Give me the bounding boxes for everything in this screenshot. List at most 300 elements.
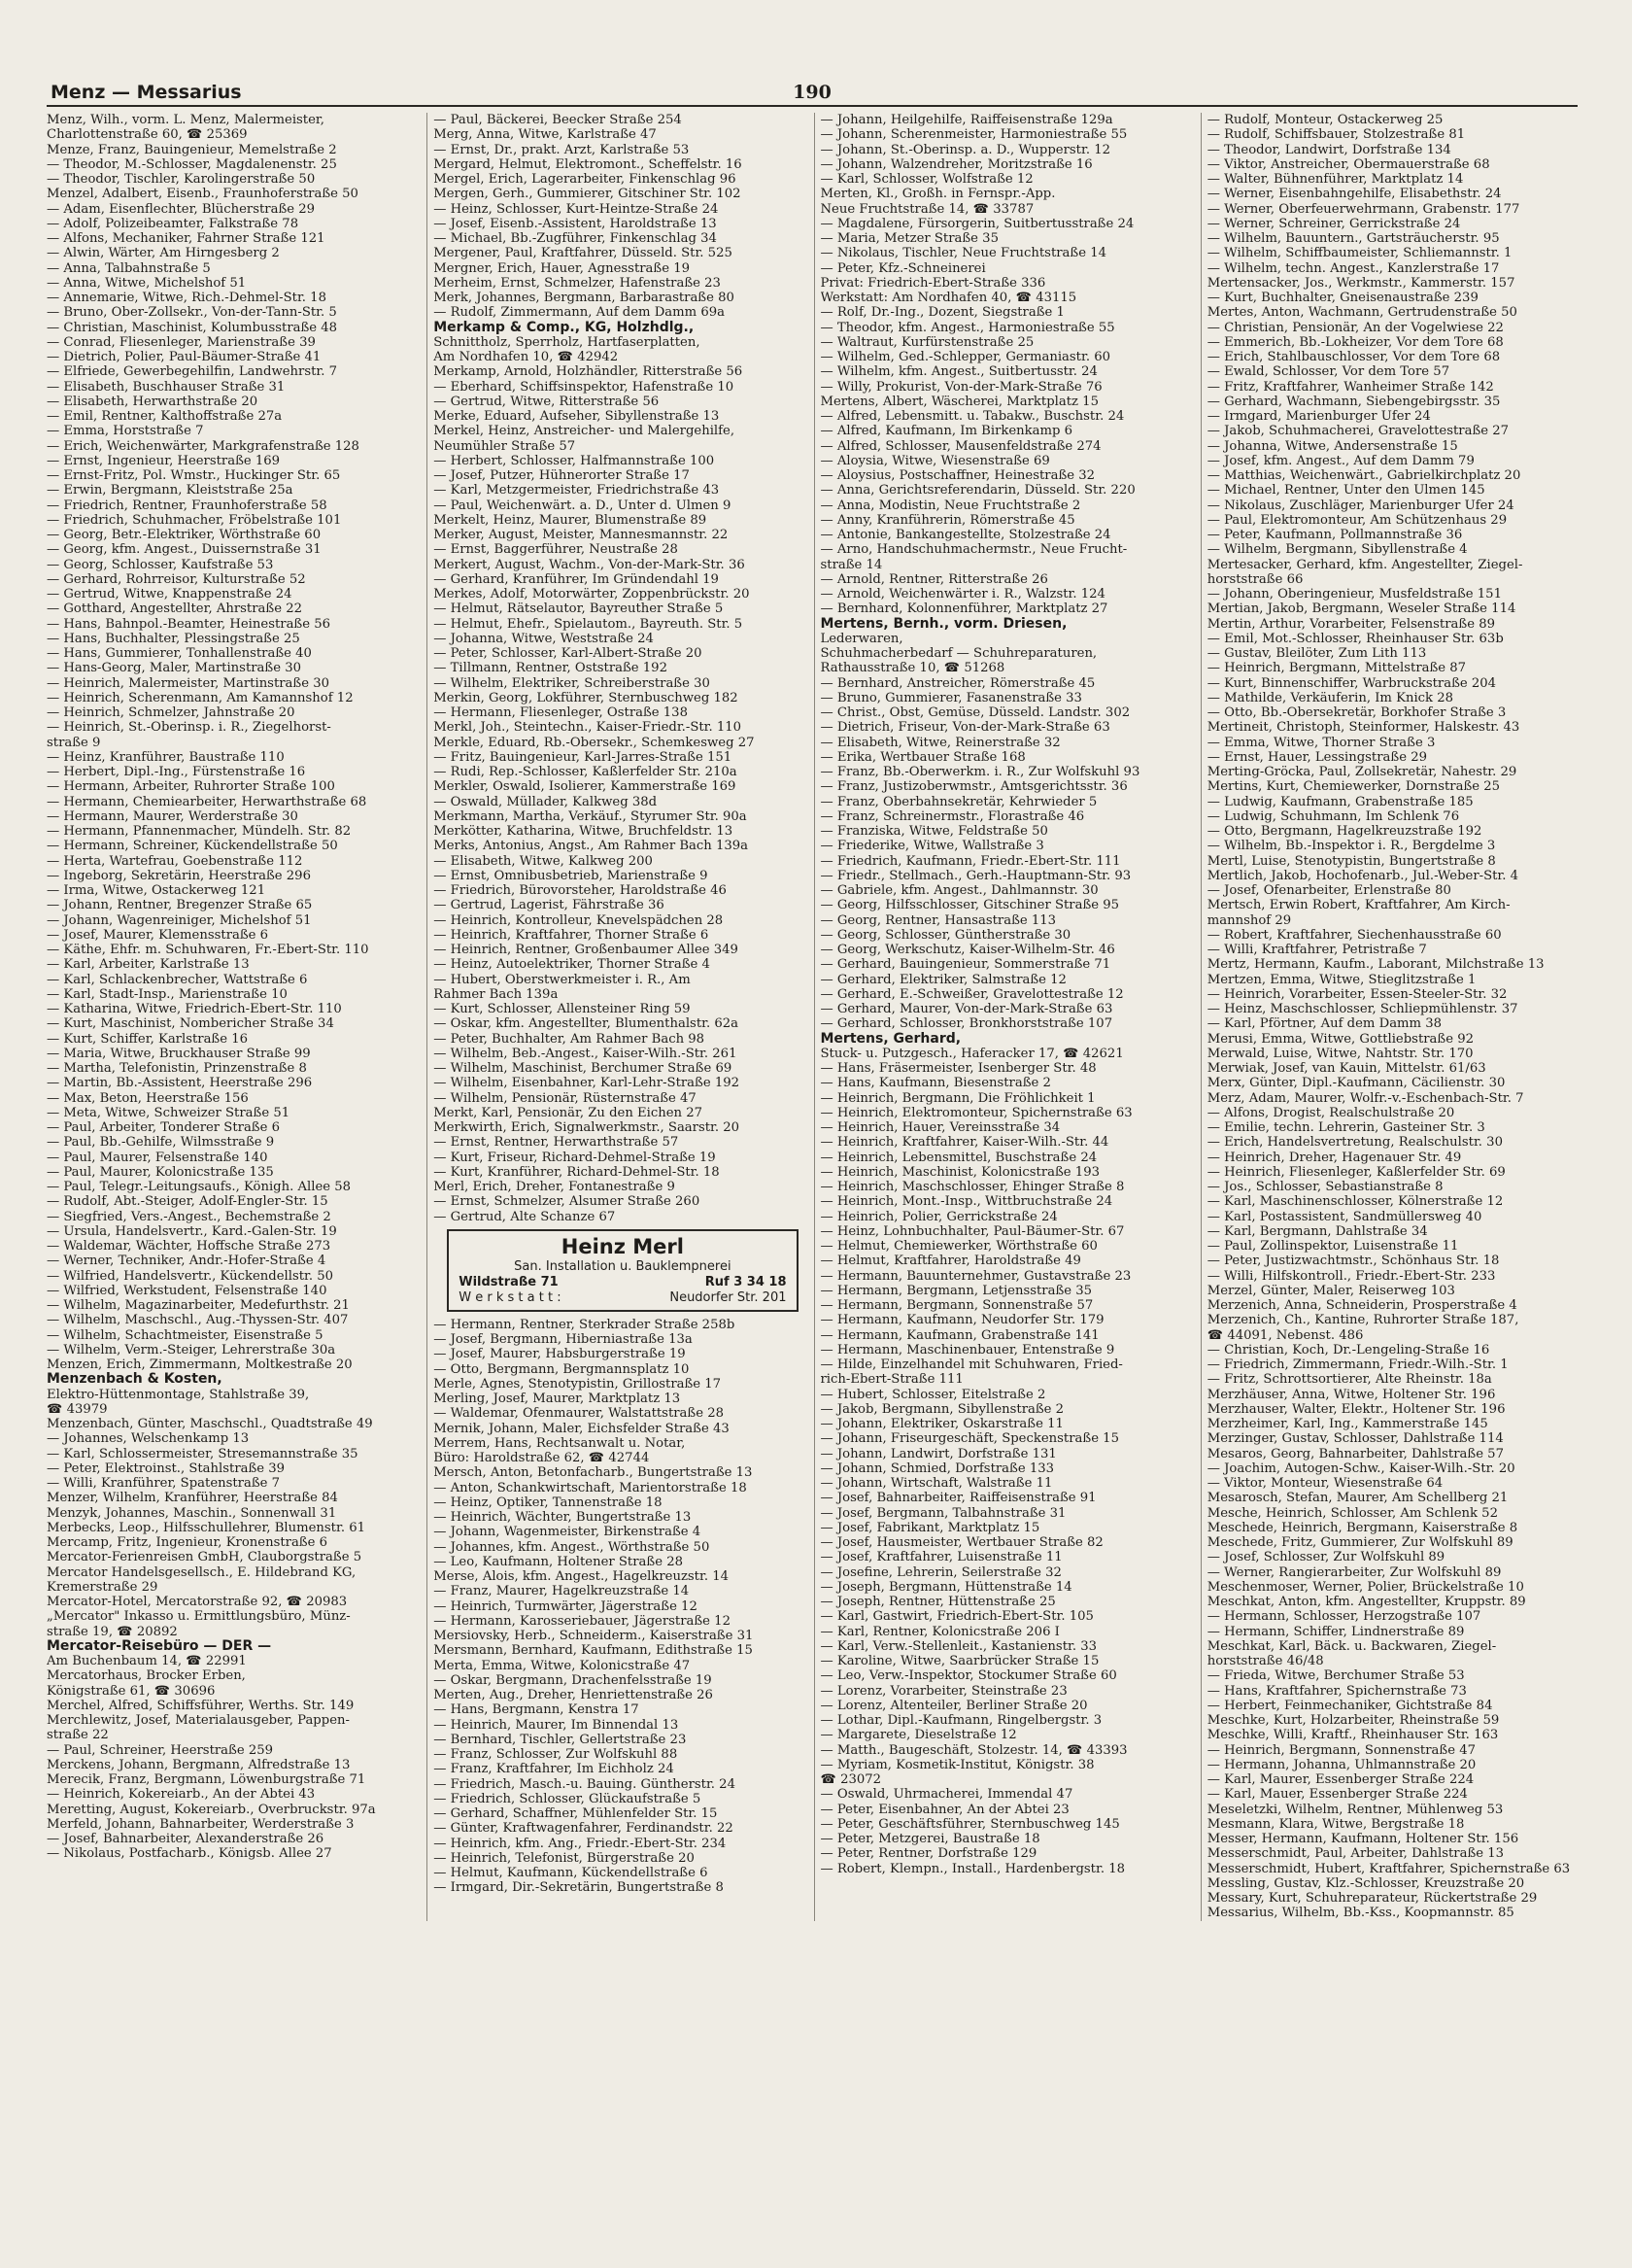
directory-entry: — Johann, Heilgehilfe, Raiffeisenstraße 129a [820, 113, 1113, 127]
directory-entry: Menzenbach & Kosten, [47, 1372, 222, 1388]
directory-entry: — Franz, Kraftfahrer, Im Eichholz 24 [433, 1762, 674, 1777]
directory-entry: Königstraße 61, ☎ 30696 [47, 1683, 216, 1699]
directory-entry: — Anna, Modistin, Neue Fruchtstraße 2 [820, 498, 1081, 513]
directory-entry: — Heinz, Lohnbuchhalter, Paul-Bäumer-Str. 67 [820, 1223, 1125, 1239]
directory-entry: — Heinrich, Dreher, Hagenauer Str. 49 [1207, 1150, 1462, 1165]
directory-entry: — Hermann, Karosseriebauer, Jägerstraße 12 [433, 1613, 731, 1629]
directory-entry: — Heinrich, Scherenmann, Am Kamannshof 12 [47, 690, 354, 705]
directory-entry: — Peter, Kaufmann, Pollmannstraße 36 [1207, 528, 1463, 542]
directory-entry: Werkstatt: Am Nordhafen 40, ☎ 43115 [820, 291, 1077, 305]
directory-entry: — Hermann, Schlosser, Herzogstraße 107 [1207, 1609, 1481, 1625]
directory-entry: — Erika, Wertbauer Straße 168 [820, 749, 1026, 765]
directory-entry: — Herbert, Dipl.-Ing., Fürstenstraße 16 [47, 765, 306, 779]
directory-entry: — Kurt, Kranführer, Richard-Dehmel-Str. 18 [433, 1164, 720, 1180]
directory-entry: — Eberhard, Schiffsinspektor, Hafenstraße 10 [433, 379, 734, 395]
directory-entry: — Karl, Schlackenbrecher, Wattstraße 6 [47, 972, 308, 987]
directory-entry: Messerschmidt, Paul, Arbeiter, Dahlstraße 13 [1207, 1846, 1505, 1862]
directory-entry: — Theodor, Tischler, Karolingerstraße 50 [47, 172, 316, 187]
directory-entry: — Heinrich, Fliesenleger, Kaßlerfelder Str. 69 [1207, 1164, 1506, 1180]
directory-entry: — Peter, Kfz.-Schneinerei [820, 260, 986, 276]
directory-entry: Mertens, Gerhard, [820, 1031, 962, 1047]
directory-entry: — Alfons, Drogist, Realschulstraße 20 [1207, 1105, 1455, 1120]
directory-entry: — Emil, Mot.-Schlosser, Rheinhauser Str. 63b [1207, 631, 1504, 646]
directory-entry: Mesmann, Klara, Witwe, Bergstraße 18 [1207, 1816, 1465, 1832]
directory-entry: — Josef, kfm. Angest., Auf dem Damm 79 [1207, 453, 1475, 468]
directory-entry: — Robert, Kraftfahrer, Siechenhausstraße 60 [1207, 927, 1502, 943]
directory-entry: — Jakob, Bergmann, Sibyllenstraße 2 [820, 1401, 1065, 1417]
directory-entry: — Heinrich, Kraftfahrer, Thorner Straße 6 [433, 927, 709, 943]
directory-entry: — Hubert, Oberstwerkmeister i. R., Am [433, 972, 691, 987]
directory-entry: Merkötter, Katharina, Witwe, Bruchfeldstr. 13 [433, 824, 733, 839]
directory-entry: — Gerhard, E.-Schweißer, Gravelottestraße 12 [820, 986, 1124, 1002]
directory-entry: — Paul, Maurer, Kolonicstraße 135 [47, 1164, 274, 1180]
directory-entry: Mesarosch, Stefan, Maurer, Am Schellberg 21 [1207, 1491, 1509, 1506]
directory-entry: — Wilhelm, Beb.-Angest., Kaiser-Wilh.-Str. 261 [433, 1046, 737, 1061]
directory-entry: — Mathilde, Verkäuferin, Im Knick 28 [1207, 690, 1454, 705]
directory-entry: — Christ., Obst, Gemüse, Düsseld. Landstr. 302 [820, 705, 1131, 720]
directory-entry: — Johann, Landwirt, Dorfstraße 131 [820, 1446, 1057, 1461]
directory-entry: Menzen, Erich, Zimmermann, Moltkestraße 20 [47, 1357, 353, 1372]
directory-entry: straße 14 [820, 557, 883, 572]
directory-entry: — Hilde, Einzelhandel mit Schuhwaren, Fried- [820, 1357, 1123, 1372]
directory-entry: — Arnold, Rentner, Ritterstraße 26 [820, 571, 1048, 587]
directory-entry: — Hermann, Kaufmann, Grabenstraße 141 [820, 1327, 1100, 1343]
directory-entry: — Friederike, Witwe, Wallstraße 3 [820, 839, 1044, 854]
directory-entry: — Ernst, Schmelzer, Alsumer Straße 260 [433, 1194, 700, 1210]
directory-entry: — Käthe, Ehfr. m. Schuhwaren, Fr.-Ebert-Str. 110 [47, 943, 369, 957]
directory-entry: — Bruno, Ober-Zollsekr., Von-der-Tann-Str. 5 [47, 305, 337, 321]
ad-workshop: Neudorfer Str. 201 [669, 1289, 787, 1305]
directory-entry: Meschenmoser, Werner, Polier, Brückelstraße 10 [1207, 1579, 1524, 1595]
directory-entry: — Waltraut, Kurfürstenstraße 25 [820, 334, 1035, 350]
directory-entry: — Peter, Schlosser, Karl-Albert-Straße 20 [433, 646, 702, 661]
directory-entry: — Ursula, Handelsvertr., Kard.-Galen-Str. 19 [47, 1223, 337, 1239]
directory-entry: straße 9 [47, 735, 101, 750]
directory-entry: — Georg, Hilfsschlosser, Gitschiner Straße 95 [820, 898, 1120, 913]
directory-entry: Mersch, Anton, Betonfacharb., Bungertstraße 13 [433, 1465, 753, 1481]
directory-entry: mannshof 29 [1207, 912, 1292, 928]
directory-entry: Merta, Emma, Witwe, Kolonicstraße 47 [433, 1658, 691, 1673]
directory-entry: — Wilhelm, Bergmann, Sibyllenstraße 4 [1207, 542, 1468, 558]
directory-entry: Merkert, August, Wachm., Von-der-Mark-Str. 36 [433, 557, 745, 572]
directory-entry: — Matth., Baugeschäft, Stolzestr. 14, ☎ 43393 [820, 1742, 1128, 1758]
directory-entry: Merkt, Karl, Pensionär, Zu den Eichen 27 [433, 1105, 703, 1120]
directory-entry: — Theodor, kfm. Angest., Harmoniestraße 55 [820, 320, 1115, 335]
directory-entry: Menze, Franz, Bauingenieur, Memelstraße 2 [47, 142, 337, 157]
directory-entry: — Willi, Hilfskontroll., Friedr.-Ebert-Str. 233 [1207, 1268, 1496, 1284]
directory-entry: — Hans, Fräsermeister, Isenberger Str. 48 [820, 1061, 1097, 1076]
directory-entry: — Tillmann, Rentner, Oststraße 192 [433, 661, 667, 676]
directory-entry: — Josef, Eisenb.-Assistent, Haroldstraße 13 [433, 216, 717, 231]
directory-entry: — Irmgard, Dir.-Sekretärin, Bungertstraße 8 [433, 1880, 724, 1896]
directory-entry: — Oskar, kfm. Angestellter, Blumenthalstr. 62a [433, 1016, 738, 1032]
directory-entry: — Anny, Kranführerin, Römerstraße 45 [820, 512, 1075, 528]
directory-entry: — Jakob, Schuhmacherei, Gravelottestraße 27 [1207, 424, 1510, 439]
directory-entry: — Michael, Bb.-Zugführer, Finkenschlag 34 [433, 231, 717, 246]
directory-entry: Menzyk, Johannes, Maschin., Sonnenwall 31 [47, 1505, 337, 1521]
ad-subtitle: San. Installation u. Bauklempnerei [514, 1258, 731, 1274]
directory-entry: — Maria, Metzer Straße 35 [820, 231, 999, 246]
directory-entry: — Heinrich, Wächter, Bungertstraße 13 [433, 1510, 692, 1525]
directory-entry: — Wilhelm, Elektriker, Schreiberstraße 30 [433, 675, 710, 691]
column-1 [47, 113, 417, 1921]
directory-entry: — Gerhard, Elektriker, Salmstraße 12 [820, 972, 1067, 987]
directory-entry: Merg, Anna, Witwe, Karlstraße 47 [433, 127, 657, 143]
directory-entry: — Emilie, techn. Lehrerin, Gasteiner Str. 3 [1207, 1120, 1485, 1135]
directory-entry: — Paul, Maurer, Felsenstraße 140 [47, 1150, 268, 1165]
directory-entry: — Johann, Oberingenieur, Musfeldstraße 151 [1207, 587, 1502, 601]
directory-entry: Mercatorhaus, Brocker Erben, [47, 1668, 246, 1684]
directory-entry: — Hermann, Maschinenbauer, Entenstraße 9 [820, 1342, 1115, 1357]
directory-entry: Merkin, Georg, Lokführer, Sternbuschweg 182 [433, 690, 738, 705]
directory-entry: — Heinz, Autoelektriker, Thorner Straße 4 [433, 957, 710, 973]
directory-entry: — Helmut, Kraftfahrer, Haroldstraße 49 [820, 1254, 1081, 1269]
directory-entry: — Frieda, Witwe, Berchumer Straße 53 [1207, 1668, 1465, 1684]
directory-entry: — Emma, Witwe, Thorner Straße 3 [1207, 735, 1436, 750]
directory-entry: — Hermann, Kaufmann, Neudorfer Str. 179 [820, 1313, 1105, 1328]
directory-entry: — Alfred, Kaufmann, Im Birkenkamp 6 [820, 424, 1073, 439]
directory-entry: Merkmann, Martha, Verkäuf., Styrumer Str. 90a [433, 808, 747, 824]
directory-entry: — Heinz, Maschschlosser, Schliepmühlenstr. 37 [1207, 1002, 1518, 1016]
directory-entry: — Paul, Elektromonteur, Am Schützenhaus 29 [1207, 512, 1508, 528]
directory-entry: — Jos., Schlosser, Sebastianstraße 8 [1207, 1180, 1444, 1194]
directory-entry: — Gertrud, Alte Schanze 67 [433, 1209, 616, 1224]
directory-entry: Merkamp, Arnold, Holzhändler, Ritterstraße 56 [433, 364, 743, 380]
directory-entry: — Elisabeth, Buschhauser Straße 31 [47, 379, 286, 395]
directory-entry: — Wilfried, Handelsvertr., Kückendellstr. 50 [47, 1268, 334, 1284]
directory-entry: — Hermann, Bergmann, Sonnenstraße 57 [820, 1298, 1094, 1313]
directory-entry: — Gabriele, kfm. Angest., Dahlmannstr. 30 [820, 883, 1099, 898]
directory-entry: — Magdalene, Fürsorgerin, Suitbertusstraße 24 [820, 216, 1135, 231]
directory-entry: Merfeld, Johann, Bahnarbeiter, Werderstraße 3 [47, 1816, 355, 1832]
directory-entry: — Waldemar, Wächter, Hoffsche Straße 273 [47, 1239, 331, 1254]
directory-entry: — Theodor, M.-Schlosser, Magdalenenstr. 25 [47, 156, 337, 172]
directory-entry: — Heinrich, Maschschlosser, Ehinger Straße 8 [820, 1180, 1125, 1194]
directory-entry: — Elfriede, Gewerbegehilfin, Landwehrstr. 7 [47, 364, 338, 380]
directory-entry: — Heinrich, Bergmann, Mittelstraße 87 [1207, 661, 1467, 676]
directory-entry: Privat: Friedrich-Ebert-Straße 336 [820, 275, 1046, 291]
directory-entry: Meschkat, Karl, Bäck. u. Backwaren, Ziegel- [1207, 1638, 1497, 1654]
directory-entry: Merke, Eduard, Aufseher, Sibyllenstraße 13 [433, 409, 720, 424]
directory-entry: — Fritz, Schrottsortierer, Alte Rheinstr. 18a [1207, 1372, 1492, 1388]
directory-entry: Merkel, Heinz, Anstreicher- und Malergehilfe, [433, 424, 735, 439]
directory-entry: — Heinrich, Maschinist, Kolonicstraße 193 [820, 1164, 1100, 1180]
directory-entry: — Werner, Eisenbahngehilfe, Elisabethstr. 24 [1207, 187, 1502, 202]
directory-entry: — Heinrich, Turmwärter, Jägerstraße 12 [433, 1598, 697, 1614]
directory-entry: — Dietrich, Friseur, Von-der-Mark-Straße 63 [820, 720, 1110, 736]
directory-entry: — Heinz, Kranführer, Baustraße 110 [47, 749, 285, 765]
directory-entry: Merse, Alois, kfm. Angest., Hagelkreuzstr. 14 [433, 1569, 729, 1584]
directory-entry: — Paul, Bäckerei, Beecker Straße 254 [433, 113, 682, 127]
directory-entry: — Hans, Kraftfahrer, Spichernstraße 73 [1207, 1683, 1467, 1699]
directory-entry: — Werner, Rangierarbeiter, Zur Wolfskuhl 89 [1207, 1564, 1502, 1580]
directory-entry: — Johann, Wagenmeister, Birkenstraße 4 [433, 1525, 701, 1540]
directory-entry: — Irma, Witwe, Ostackerweg 121 [47, 883, 266, 898]
directory-entry: — Karl, Rentner, Kolonicstraße 206 I [820, 1624, 1060, 1639]
directory-entry: Messerschmidt, Hubert, Kraftfahrer, Spichernstraße 63 [1207, 1861, 1571, 1876]
directory-entry: — Anton, Schankwirtschaft, Marientorstraße 18 [433, 1480, 747, 1495]
directory-entry: — Wilhelm, Magazinarbeiter, Medefurthstr. 21 [47, 1298, 350, 1313]
directory-entry: Merkamp & Comp., KG, Holzhdlg., [433, 320, 695, 335]
directory-entry: — Johann, Wirtschaft, Walstraße 11 [820, 1476, 1053, 1491]
directory-entry: — Alfred, Schlosser, Mausenfeldstraße 274 [820, 438, 1102, 454]
directory-entry: — Otto, Bergmann, Bergmannsplatz 10 [433, 1361, 690, 1377]
directory-entry: — Helmut, Chemiewerker, Wörthstraße 60 [820, 1239, 1098, 1254]
directory-entry: — Heinrich, kfm. Ang., Friedr.-Ebert-Str. 234 [433, 1836, 727, 1851]
directory-entry: — Heinrich, Rentner, Großenbaumer Allee 349 [433, 943, 738, 957]
directory-entry: — Erich, Stahlbauschlosser, Vor dem Tore 68 [1207, 350, 1501, 364]
directory-entry: — Kurt, Buchhalter, Gneisenaustraße 239 [1207, 291, 1479, 305]
directory-entry: — Alfons, Mechaniker, Fahrner Straße 121 [47, 231, 325, 246]
directory-entry: — Wilhelm, Maschschl., Aug.-Thyssen-Str. 407 [47, 1313, 349, 1328]
directory-entry: — Heinrich, Kokereiarb., An der Abtei 43 [47, 1787, 316, 1803]
directory-entry: — Heinz, Optiker, Tannenstraße 18 [433, 1495, 663, 1510]
directory-entry: — Heinz, Schlosser, Kurt-Heintze-Straße 24 [433, 201, 719, 217]
directory-entry: — Walter, Bühnenführer, Marktplatz 14 [1207, 172, 1464, 187]
directory-entry: — Wilhelm, Maschinist, Berchumer Straße 69 [433, 1061, 732, 1076]
directory-entry: — Rudolf, Schiffsbauer, Stolzestraße 81 [1207, 127, 1466, 143]
directory-entry: — Gustav, Bleilöter, Zum Lith 113 [1207, 646, 1427, 661]
directory-entry: — Antonie, Bankangestellte, Stolzestraße 24 [820, 528, 1111, 542]
directory-entry: — Anna, Gerichtsreferendarin, Düsseld. Str. 220 [820, 483, 1136, 498]
directory-entry: Lederwaren, [820, 631, 903, 646]
directory-entry: — Robert, Klempn., Install., Hardenbergstr. 18 [820, 1861, 1125, 1876]
directory-entry: Merchlewitz, Josef, Materialausgeber, Pappen- [47, 1713, 350, 1728]
directory-entry: — Elisabeth, Witwe, Reinerstraße 32 [820, 735, 1061, 750]
directory-entry: — Karl, Maurer, Essenberger Straße 224 [1207, 1772, 1475, 1787]
directory-entry: — Katharina, Witwe, Friedrich-Ebert-Str. 110 [47, 1002, 342, 1016]
directory-entry: ☎ 23072 [820, 1772, 882, 1787]
directory-entry: — Willy, Prokurist, Von-der-Mark-Straße 76 [820, 379, 1103, 395]
directory-entry: — Wilhelm, Eisenbahner, Karl-Lehr-Straße 192 [433, 1076, 740, 1091]
directory-entry: — Leo, Verw.-Inspektor, Stockumer Straße 60 [820, 1668, 1117, 1684]
directory-entry: Meschede, Fritz, Gummierer, Zur Wolfskuhl 89 [1207, 1535, 1513, 1550]
directory-entry: Mertineit, Christoph, Steinformer, Halskestr. 43 [1207, 720, 1520, 736]
directory-entry: Meretting, August, Kokereiarb., Overbruckstr. 97a [47, 1802, 376, 1817]
directory-entry: Mergel, Erich, Lagerarbeiter, Finkenschlag 96 [433, 172, 736, 187]
directory-entry: — Friedrich, Bürovorsteher, Haroldstraße 46 [433, 883, 727, 898]
directory-entry: Merzinger, Gustav, Schlosser, Dahlstraße 114 [1207, 1431, 1504, 1447]
directory-entry: Merle, Agnes, Stenotypistin, Grillostraße 17 [433, 1376, 722, 1392]
directory-entry: Merling, Josef, Maurer, Marktplatz 13 [433, 1392, 681, 1406]
directory-entry: — Lothar, Dipl.-Kaufmann, Ringelbergstr. 3 [820, 1713, 1103, 1728]
directory-entry: Mercator-Ferienreisen GmbH, Clauborgstraße 5 [47, 1550, 362, 1565]
directory-entry: — Ernst, Hauer, Lessingstraße 29 [1207, 749, 1427, 765]
directory-entry: — Michael, Rentner, Unter den Ulmen 145 [1207, 483, 1485, 498]
directory-entry: — Karl, Schlosser, Wolfstraße 12 [820, 172, 1034, 187]
directory-entry: — Helmut, Rätselautor, Bayreuther Straße 5 [433, 601, 724, 617]
directory-entry: — Gerhard, Kranführer, Im Gründendahl 19 [433, 571, 719, 587]
directory-entry: — Kurt, Maschinist, Nombericher Straße 34 [47, 1016, 334, 1032]
directory-entry: — Nikolaus, Zuschläger, Marienburger Ufer 24 [1207, 498, 1514, 513]
directory-entry: — Bruno, Gummierer, Fasanenstraße 33 [820, 690, 1082, 705]
directory-entry: — Hermann, Bauunternehmer, Gustavstraße 23 [820, 1268, 1132, 1284]
directory-entry: — Heinrich, Mont.-Insp., Wittbruchstraße 24 [820, 1194, 1113, 1210]
directory-entry: — Wilfried, Werkstudent, Felsenstraße 140 [47, 1283, 327, 1298]
directory-entry: Mertes, Anton, Wachmann, Gertrudenstraße 50 [1207, 305, 1517, 321]
directory-entry: — Rudolf, Zimmermann, Auf dem Damm 69a [433, 305, 725, 321]
directory-entry: — Joachim, Autogen-Schw., Kaiser-Wilh.-Str. 20 [1207, 1460, 1515, 1476]
directory-entry: — Waldemar, Ofenmaurer, Walstattstraße 28 [433, 1406, 724, 1422]
directory-entry: Merzheimer, Karl, Ing., Kammerstraße 145 [1207, 1417, 1488, 1431]
directory-entry: Meschede, Heinrich, Bergmann, Kaiserstraße 8 [1207, 1520, 1518, 1535]
directory-entry: horststraße 46/48 [1207, 1654, 1324, 1668]
directory-entry: — Erich, Handelsvertretung, Realschulstr. 30 [1207, 1135, 1503, 1151]
directory-entry: — Peter, Justizwachtmstr., Schönhaus Str. 18 [1207, 1254, 1500, 1269]
directory-entry: — Heinrich, Kraftfahrer, Kaiser-Wilh.-Str. 44 [820, 1135, 1109, 1151]
directory-entry: — Karoline, Witwe, Saarbrücker Straße 15 [820, 1654, 1100, 1668]
directory-entry: — Karl, Bergmann, Dahlstraße 34 [1207, 1223, 1428, 1239]
directory-entry: — Franz, Schlosser, Zur Wolfskuhl 88 [433, 1747, 678, 1762]
directory-entry: rich-Ebert-Straße 111 [820, 1372, 964, 1388]
directory-entry: Messling, Gustav, Klz.-Schlosser, Kreuzstraße 20 [1207, 1875, 1525, 1891]
directory-entry: Mertin, Arthur, Vorarbeiter, Felsenstraße 89 [1207, 616, 1495, 632]
directory-entry: — Josef, Maurer, Habsburgerstraße 19 [433, 1347, 686, 1362]
directory-entry: — Irmgard, Marienburger Ufer 24 [1207, 409, 1431, 424]
directory-entry: — Ernst, Dr., prakt. Arzt, Karlstraße 53 [433, 142, 690, 157]
directory-entry: — Karl, Mauer, Essenberger Straße 224 [1207, 1787, 1468, 1803]
directory-entry: Merchel, Alfred, Schiffsführer, Werths. Str. 149 [47, 1698, 355, 1713]
directory-entry: — Alfred, Lebensmitt. u. Tabakw., Buschstr. 24 [820, 409, 1125, 424]
directory-entry: — Hermann, Fliesenleger, Ostraße 138 [433, 705, 688, 720]
directory-entry: — Ernst, Baggerführer, Neustraße 28 [433, 542, 678, 558]
ad-title: Heinz Merl [561, 1234, 684, 1258]
directory-entry: — Otto, Bb.-Obersekretär, Borkhofer Straße 3 [1207, 705, 1507, 720]
directory-entry: — Viktor, Monteur, Wiesenstraße 64 [1207, 1476, 1444, 1491]
directory-entry: Merzhauser, Walter, Elektr., Holtener Str. 196 [1207, 1401, 1506, 1417]
directory-entry: — Josef, Kraftfahrer, Luisenstraße 11 [820, 1550, 1063, 1565]
page-range-title: Menz — Messarius [51, 82, 242, 103]
directory-entry: Rathausstraße 10, ☎ 51268 [820, 661, 1005, 676]
directory-entry: Merkl, Joh., Steintechn., Kaiser-Friedr.-Str. 110 [433, 720, 742, 736]
directory-entry: — Ludwig, Schuhmann, Im Schlenk 76 [1207, 808, 1460, 824]
directory-entry: — Paul, Weichenwärt. a. D., Unter d. Ulmen 9 [433, 498, 731, 513]
directory-entry: — Josef, Putzer, Hühnerorter Straße 17 [433, 468, 690, 483]
directory-entry: Mertl, Luise, Stenotypistin, Bungertstraße 8 [1207, 853, 1496, 869]
page-header [47, 76, 1578, 107]
directory-entry: — Heinrich, St.-Oberinsp. i. R., Ziegelhorst- [47, 720, 331, 736]
directory-entry: Mertian, Jakob, Bergmann, Weseler Straße 114 [1207, 601, 1516, 617]
directory-entry: Kremerstraße 29 [47, 1579, 158, 1595]
directory-entry: — Paul, Zollinspektor, Luisenstraße 11 [1207, 1239, 1459, 1254]
column-3 [814, 113, 1191, 1921]
directory-entry: — Hermann, Rentner, Sterkrader Straße 258b [433, 1317, 735, 1332]
directory-entry: — Friedrich, Rentner, Fraunhoferstraße 58 [47, 498, 327, 513]
directory-entry: — Johann, Schmied, Dorfstraße 133 [820, 1460, 1055, 1476]
directory-entry: — Friedrich, Zimmermann, Friedr.-Wilh.-Str. 1 [1207, 1357, 1509, 1372]
directory-entry: — Meta, Witwe, Schweizer Straße 51 [47, 1105, 290, 1120]
directory-entry: Messer, Hermann, Kaufmann, Holtener Str. 156 [1207, 1832, 1519, 1846]
directory-entry: — Josef, Ofenarbeiter, Erlenstraße 80 [1207, 883, 1451, 898]
directory-entry: — Georg, Schlosser, Kaufstraße 53 [47, 557, 274, 572]
column-2 [426, 113, 803, 1921]
directory-entry: — Heinrich, Telefonist, Bürgerstraße 20 [433, 1850, 695, 1866]
directory-entry: — Kurt, Friseur, Richard-Dehmel-Straße 19 [433, 1150, 716, 1165]
ad-address: Wildstraße 71 [459, 1274, 559, 1289]
directory-entry: Rahmer Bach 139a [433, 986, 559, 1002]
directory-entry: — Ludwig, Kaufmann, Grabenstraße 185 [1207, 794, 1474, 809]
directory-entry: — Hans, Kaufmann, Biesenstraße 2 [820, 1076, 1051, 1091]
directory-entry: — Hermann, Pfannenmacher, Mündelh. Str. 82 [47, 824, 352, 839]
directory-entry: — Peter, Metzgerei, Baustraße 18 [820, 1832, 1040, 1846]
directory-entry: — Hans-Georg, Maler, Martinstraße 30 [47, 661, 301, 676]
directory-entry: — Hermann, Schiffer, Lindnerstraße 89 [1207, 1624, 1465, 1639]
directory-entry: Merkes, Adolf, Motorwärter, Zoppenbrückstr. 20 [433, 587, 750, 601]
directory-entry: Mertensacker, Jos., Werkmstr., Kammerstr. 157 [1207, 275, 1515, 291]
directory-entry: — Gerhard, Schlosser, Bronkhorststraße 107 [820, 1016, 1113, 1032]
directory-entry: — Wilhelm, techn. Angest., Kanzlerstraße 17 [1207, 260, 1500, 276]
directory-entry: — Josef, Bahnarbeiter, Alexanderstraße 26 [47, 1832, 324, 1846]
directory-entry: — Gerhard, Wachmann, Siebengebirgsstr. 35 [1207, 394, 1501, 409]
directory-entry: — Heinrich, Malermeister, Martinstraße 30 [47, 675, 330, 691]
directory-entry: Merckens, Johann, Bergmann, Alfredstraße 13 [47, 1757, 351, 1772]
directory-entry: — Wilhelm, Ged.-Schlepper, Germaniastr. 60 [820, 350, 1110, 364]
directory-entry: Mercator Handelsgesellsch., E. Hildebrand KG, [47, 1564, 357, 1580]
directory-entry: — Siegfried, Vers.-Angest., Bechemstraße 2 [47, 1209, 331, 1224]
directory-entry: Merk, Johannes, Bergmann, Barbarastraße 80 [433, 291, 734, 305]
directory-entry: — Hans, Bergmann, Kenstra 17 [433, 1702, 639, 1718]
directory-entry: — Heinrich, Bergmann, Sonnenstraße 47 [1207, 1742, 1476, 1758]
directory-entry: — Heinrich, Kontrolleur, Knevelspädchen 28 [433, 912, 724, 928]
directory-entry: — Heinrich, Vorarbeiter, Essen-Steeler-Str. 32 [1207, 986, 1508, 1002]
directory-entry: — Franz, Justizoberwmstr., Amtsgerichtsstr. 36 [820, 779, 1128, 795]
directory-entry: Merkler, Oswald, Isolierer, Kammerstraße 169 [433, 779, 736, 795]
directory-entry: — Bernhard, Anstreicher, Römerstraße 45 [820, 675, 1096, 691]
directory-entry: Neumühler Straße 57 [433, 438, 576, 454]
directory-entry: — Friedrich, Masch.-u. Bauing. Güntherstr. 24 [433, 1776, 735, 1792]
directory-entry: — Ingeborg, Sekretärin, Heerstraße 296 [47, 868, 311, 883]
directory-entry: — Karl, Schlossermeister, Stresemannstraße 35 [47, 1446, 358, 1461]
directory-entry: — Elisabeth, Witwe, Kalkweg 200 [433, 853, 653, 869]
directory-entry: — Gertrud, Witwe, Ritterstraße 56 [433, 394, 660, 409]
directory-entry: — Heinrich, Maurer, Im Binnendal 13 [433, 1717, 679, 1733]
directory-entry: Mertens, Albert, Wäscherei, Marktplatz 15 [820, 394, 1099, 409]
directory-entry: — Franz, Schreinermstr., Florastraße 46 [820, 808, 1085, 824]
ad-phone: Ruf 3 34 18 [704, 1274, 787, 1289]
directory-entry: — Karl, Verw.-Stellenleit., Kastanienstr. 33 [820, 1638, 1098, 1654]
directory-entry: — Aloysius, Postschaffner, Heinestraße 32 [820, 468, 1096, 483]
directory-entry: Merkle, Eduard, Rb.-Obersekr., Schemkesweg 27 [433, 735, 755, 750]
directory-entry: Mergard, Helmut, Elektromont., Scheffelstr. 16 [433, 156, 742, 172]
directory-entry: — Kurt, Schiffer, Karlstraße 16 [47, 1031, 249, 1047]
directory-entry: — Paul, Schreiner, Heerstraße 259 [47, 1742, 274, 1758]
directory-entry: Merzel, Günter, Maler, Reiserweg 103 [1207, 1283, 1455, 1298]
directory-entry: Merks, Antonius, Angst., Am Rahmer Bach 139a [433, 839, 748, 854]
directory-entry: — Georg, Rentner, Hansastraße 113 [820, 912, 1057, 928]
directory-entry: Messary, Kurt, Schuhreparateur, Rückertstraße 29 [1207, 1891, 1538, 1906]
directory-entry: — Theodor, Landwirt, Dorfstraße 134 [1207, 142, 1451, 157]
advertisement-box [447, 1229, 798, 1312]
directory-entry: — Adam, Eisenflechter, Blücherstraße 29 [47, 201, 316, 217]
directory-entry: — Johannes, Welschenkamp 13 [47, 1431, 250, 1447]
directory-entry: Merker, August, Meister, Mannesmannstr. 22 [433, 528, 729, 542]
directory-entry: — Heinrich, Lebensmittel, Buschstraße 24 [820, 1150, 1098, 1165]
directory-entry: — Werner, Oberfeuerwehrmann, Grabenstr. 177 [1207, 201, 1520, 217]
directory-entry: — Fritz, Kraftfahrer, Wanheimer Straße 142 [1207, 379, 1494, 395]
directory-entry: — Fritz, Bauingenieur, Karl-Jarres-Straße 151 [433, 749, 732, 765]
directory-entry: Neue Fruchtstraße 14, ☎ 33787 [820, 201, 1035, 217]
directory-entry: Merusi, Emma, Witwe, Gottliebstraße 92 [1207, 1031, 1474, 1047]
directory-entry: Mercamp, Fritz, Ingenieur, Kronenstraße 6 [47, 1535, 328, 1550]
directory-entry: — Friedr., Stellmach., Gerh.-Hauptmann-Str. 93 [820, 868, 1132, 883]
directory-entry: — Paul, Telegr.-Leitungsaufs., Königh. Allee 58 [47, 1180, 352, 1194]
directory-entry: Mertesacker, Gerhard, kfm. Angestellter, Ziegel- [1207, 557, 1523, 572]
directory-entry: Merten, Aug., Dreher, Henriettenstraße 26 [433, 1688, 713, 1702]
directory-entry: — Wilhelm, Pensionär, Rüsternstraße 47 [433, 1090, 697, 1106]
directory-entry: — Wilhelm, Bb.-Inspektor i. R., Bergdelme 3 [1207, 839, 1496, 854]
directory-entry: Messarius, Wilhelm, Bb.-Kss., Koopmannstr. 85 [1207, 1906, 1514, 1921]
directory-entry: — Gerhard, Bauingenieur, Sommerstraße 71 [820, 957, 1111, 973]
